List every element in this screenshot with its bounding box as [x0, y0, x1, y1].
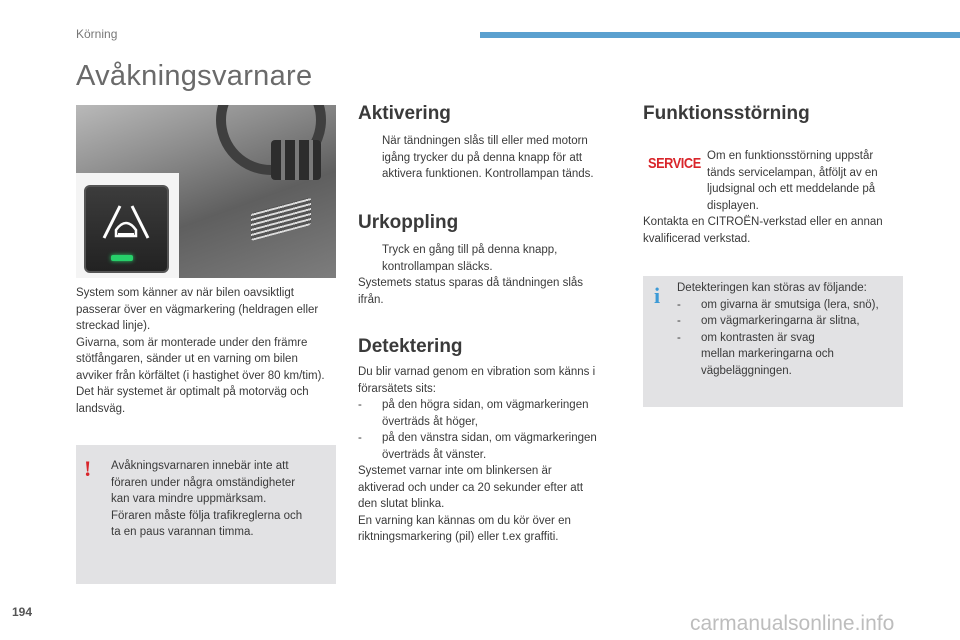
dashboard-photo: [76, 105, 336, 278]
detection-heading: Detektering: [358, 336, 463, 357]
checkbox-bullet-icon: [358, 133, 382, 150]
intro-text: System som känner av när bilen oavsiktligt passerar över en vägmarkering (heldragen eller streckad linje). Givarna, som är monterade under den främre stötfångaren, sänder ut en varning om bilen avviker från körfältet (i hastighet över 80 km/tim). Det här systemet är optimalt på motorväg och landsväg.: [76, 287, 325, 415]
info-text: Detekteringen kan störas av följande: - om givarna är smutsiga (lera, snö), - om vägmarkeringarna är slitna, - om kontrasten är svag mellan markeringarna och vägbeläggningen.: [677, 282, 879, 377]
contact-text: Kontakta en CITROËN-verkstad eller en annan kvalificerad verkstad.: [643, 216, 883, 245]
deactivation-heading: Urkoppling: [358, 212, 459, 233]
section-label: Körning: [76, 27, 118, 41]
watermark: carmanualsonline.info: [690, 612, 895, 635]
checkbox-bullet-icon: [358, 242, 382, 259]
page-number: 194: [12, 605, 33, 619]
warning-icon: !: [84, 456, 92, 481]
warning-text: Avåkningsvarnaren innebär inte att föraren under några omständigheter kan vara mindre uppmärksam. Föraren måste följa trafikreglerna och ta en paus varannan timma.: [111, 460, 303, 538]
malfunction-heading: Funktionsstörning: [643, 103, 810, 124]
air-vent-graphic: [251, 197, 311, 241]
activation-text: När tändningen slås till eller med motorn igång trycker du på denna knapp för att aktivera funktionen. Kontrollampan tänds.: [358, 133, 618, 183]
service-warning-icon: SERVICE: [648, 155, 701, 172]
page-title: Avåkningsvarnare: [76, 60, 313, 92]
deactivation-text: Tryck en gång till på denna knapp, kontrollampan släcks. Systemets status sparas då tändningen slås ifrån.: [358, 244, 584, 306]
lane-departure-icon: [100, 200, 152, 242]
info-icon: i: [654, 283, 661, 308]
service-text: Om en funktionsstörning uppstår tänds servicelampan, åtföljt av en ljudsignal och ett meddelande på displayen.: [707, 150, 878, 212]
indicator-lamp: [111, 255, 133, 261]
header-bar: [480, 32, 960, 38]
switch-panel-graphic: [271, 140, 321, 180]
activation-heading: Aktivering: [358, 103, 451, 124]
detection-text: Du blir varnad genom en vibration som känns i förarsätets sits: - på den högra sidan, om vägmarkeringen överträds åt höger, - på den vänstra sidan, om vägmarkeringen överträds åt vänster. Systemet varnar inte om blinkersen är aktiverad och under ca 20 sekunder efter att den slutat blinka. En varning kan kännas om du kör över en riktningsmarkering (pil) eller t.ex graffiti.: [358, 366, 597, 543]
